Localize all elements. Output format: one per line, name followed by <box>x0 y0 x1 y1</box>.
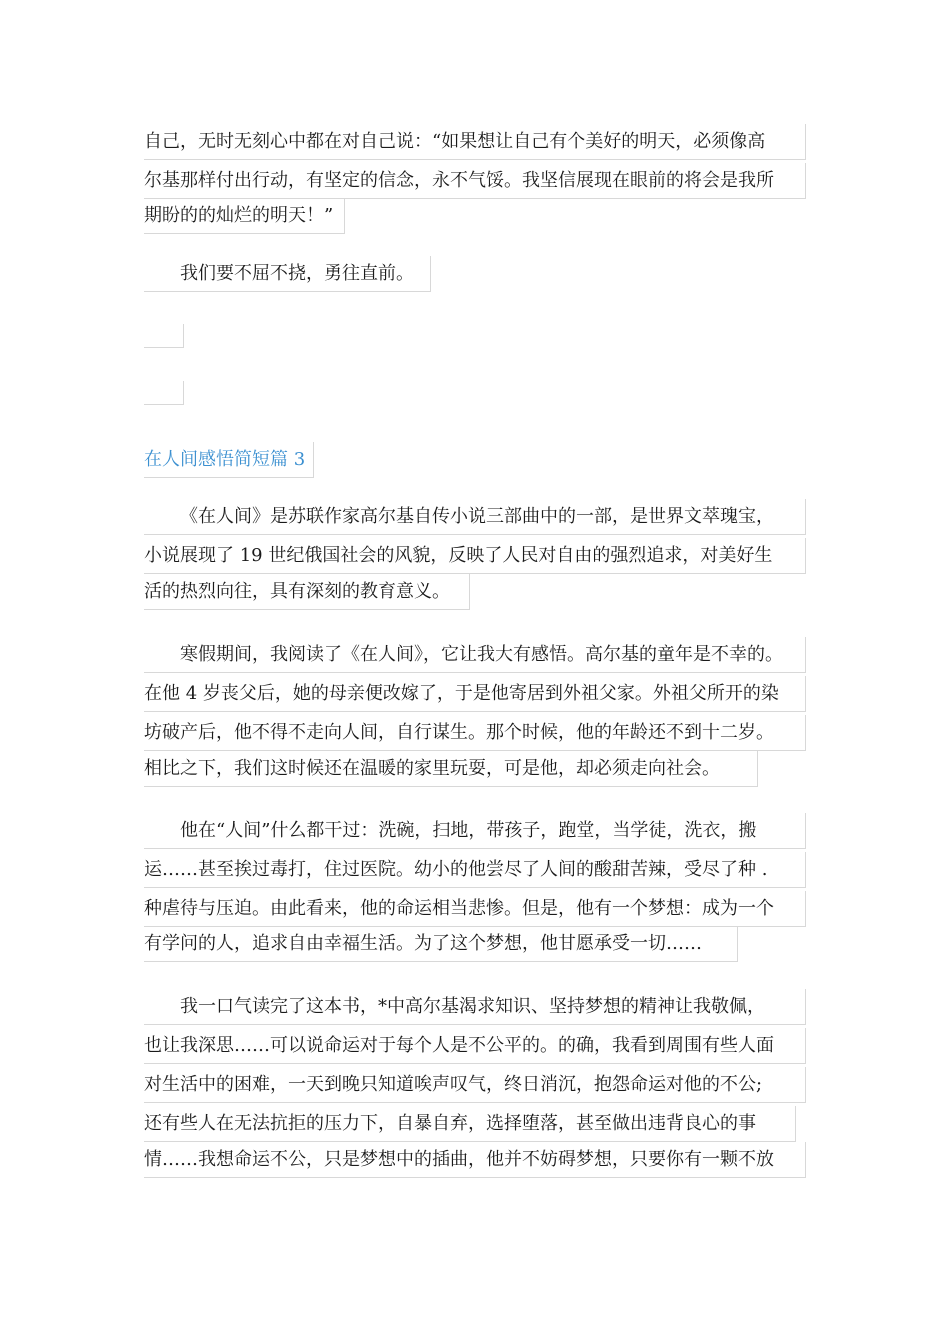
paragraph-3-line-2: 小说展现了 19 世纪俄国社会的风貌，反映了人民对自由的强烈追求，对美好生 <box>144 538 806 574</box>
paragraph-5-line-1: 他在“人间”什么都干过：洗碗，扫地，带孩子，跑堂，当学徒，洗衣，搬 <box>144 813 806 849</box>
paragraph-4-line-2: 在他 4 岁丧父后，她的母亲便改嫁了，于是他寄居到外祖父家。外祖父所开的染 <box>144 676 806 712</box>
paragraph-4-line-3: 坊破产后，他不得不走向人间，自行谋生。那个时候，他的年龄还不到十二岁。 <box>144 715 806 751</box>
paragraph-3-line-1: 《在人间》是苏联作家高尔基自传小说三部曲中的一部，是世界文萃瑰宝， <box>144 499 806 535</box>
paragraph-5-line-4: 有学问的人，追求自由幸福生活。为了这个梦想，他甘愿承受一切…… <box>144 926 738 962</box>
paragraph-6-line-1: 我一口气读完了这本书，*中高尔基渴求知识、坚持梦想的精神让我敬佩， <box>144 989 806 1025</box>
paragraph-5-line-2: 运……甚至挨过毒打，住过医院。幼小的他尝尽了人间的酸甜苦辣，受尽了种 . <box>144 852 806 888</box>
paragraph-4-line-4: 相比之下，我们这时候还在温暖的家里玩耍，可是他，却必须走向社会。 <box>144 751 758 787</box>
paragraph-5-line-3: 种虐待与压迫。由此看来，他的命运相当悲惨。但是，他有一个梦想：成为一个 <box>144 891 806 927</box>
paragraph-2-line-1: 我们要不屈不挠，勇往直前。 <box>144 256 431 292</box>
paragraph-6-line-5: 情……我想命运不公，只是梦想中的插曲，他并不妨碍梦想，只要你有一颗不放 <box>144 1142 806 1178</box>
paragraph-6-line-2: 也让我深思……可以说命运对于每个人是不公平的。的确，我看到周围有些人面 <box>144 1028 806 1064</box>
paragraph-3-line-3: 活的热烈向往，具有深刻的教育意义。 <box>144 574 470 610</box>
paragraph-1-line-3: 期盼的的灿烂的明天！” <box>144 198 345 234</box>
paragraph-6-line-4: 还有些人在无法抗拒的压力下，自暴自弃，选择堕落，甚至做出违背良心的事 <box>144 1106 796 1142</box>
paragraph-1-line-2: 尔基那样付出行动，有坚定的信念，永不气馁。我坚信展现在眼前的将会是我所 <box>144 163 806 199</box>
paragraph-1-line-1: 自己，无时无刻心中都在对自己说：“如果想让自己有个美好的明天，必须像高 <box>144 124 806 160</box>
empty-line-1 <box>144 324 184 348</box>
paragraph-6-line-3: 对生活中的困难，一天到晚只知道唉声叹气，终日消沉，抱怨命运对他的不公; <box>144 1067 806 1103</box>
empty-line-2 <box>144 381 184 405</box>
paragraph-4-line-1: 寒假期间，我阅读了《在人间》，它让我大有感悟。高尔基的童年是不幸的。 <box>144 637 806 673</box>
section-heading: 在人间感悟简短篇 3 <box>144 442 314 478</box>
